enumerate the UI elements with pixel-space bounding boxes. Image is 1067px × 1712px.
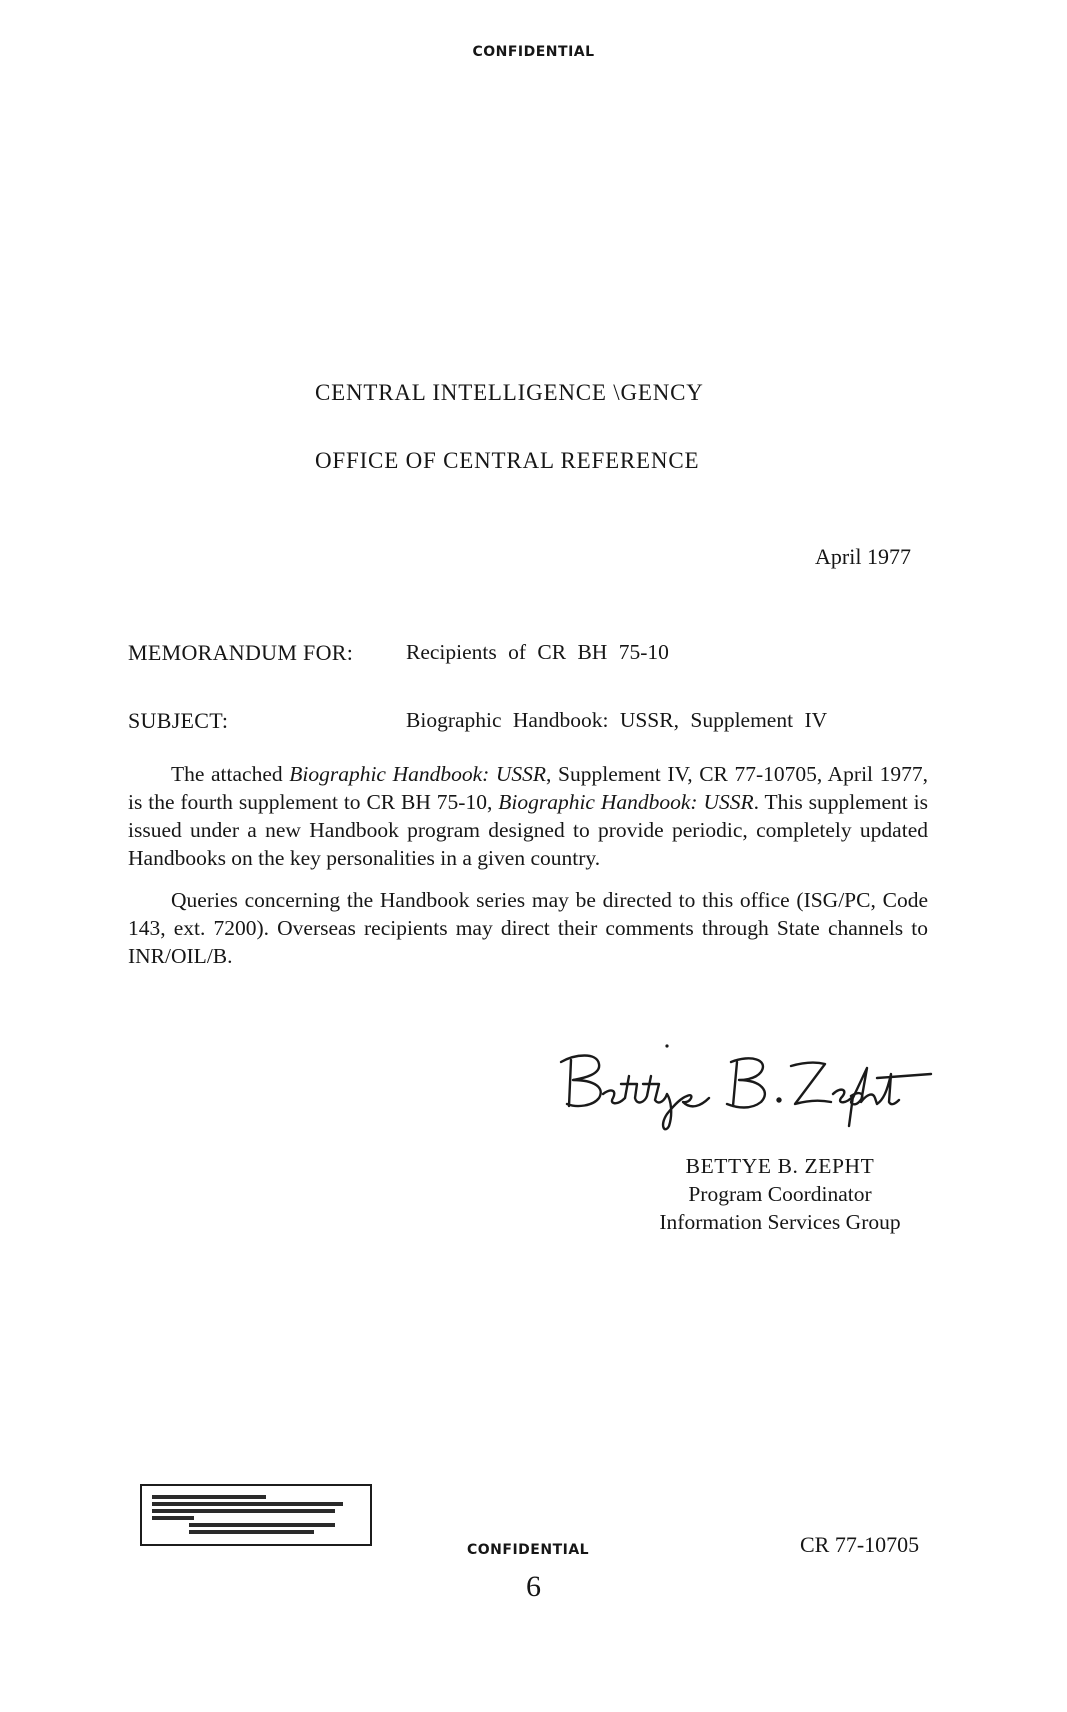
paragraph-1: The attached Biographic Handbook: USSR, Supplement IV, CR 77-10705, April 1977, is the fourth supplement to CR BH 75-10, Biographic Handbook: USSR. This supplement is issued under a new Handbook program designed to provide periodic, completely updated Handbooks on the key personalities in a given country. bbox=[128, 762, 928, 870]
page-number: 6 bbox=[526, 1570, 541, 1603]
document-number: CR 77-10705 bbox=[800, 1532, 920, 1557]
office-heading: OFFICE OF CENTRAL REFERENCE bbox=[315, 448, 700, 473]
declassification-stamp bbox=[140, 1484, 372, 1546]
agency-heading: CENTRAL INTELLIGENCE \GENCY bbox=[315, 380, 704, 405]
handwritten-signature bbox=[555, 1040, 935, 1140]
top-classification: CONFIDENTIAL bbox=[472, 44, 595, 60]
signer-group: Information Services Group bbox=[659, 1210, 901, 1234]
signer-title: Program Coordinator bbox=[688, 1182, 872, 1206]
memo-for-label: MEMORANDUM FOR: bbox=[128, 640, 354, 665]
subject-value: Biographic Handbook: USSR, Supplement IV bbox=[406, 708, 828, 732]
memo-for-value: Recipients of CR BH 75-10 bbox=[406, 640, 669, 664]
signer-name: BETTYE B. ZEPHT bbox=[685, 1154, 875, 1178]
signature-block bbox=[630, 1152, 930, 1236]
memo-body bbox=[128, 760, 928, 970]
subject-label: SUBJECT: bbox=[128, 708, 229, 733]
bottom-classification: CONFIDENTIAL bbox=[467, 1542, 590, 1558]
memo-date: April 1977 bbox=[815, 544, 911, 569]
paragraph-2: Queries concerning the Handbook series may be directed to this office (ISG/PC, Code 143, ext. 7200). Overseas recipients may direct their comments through State channels to INR/OIL/B. bbox=[128, 888, 928, 968]
